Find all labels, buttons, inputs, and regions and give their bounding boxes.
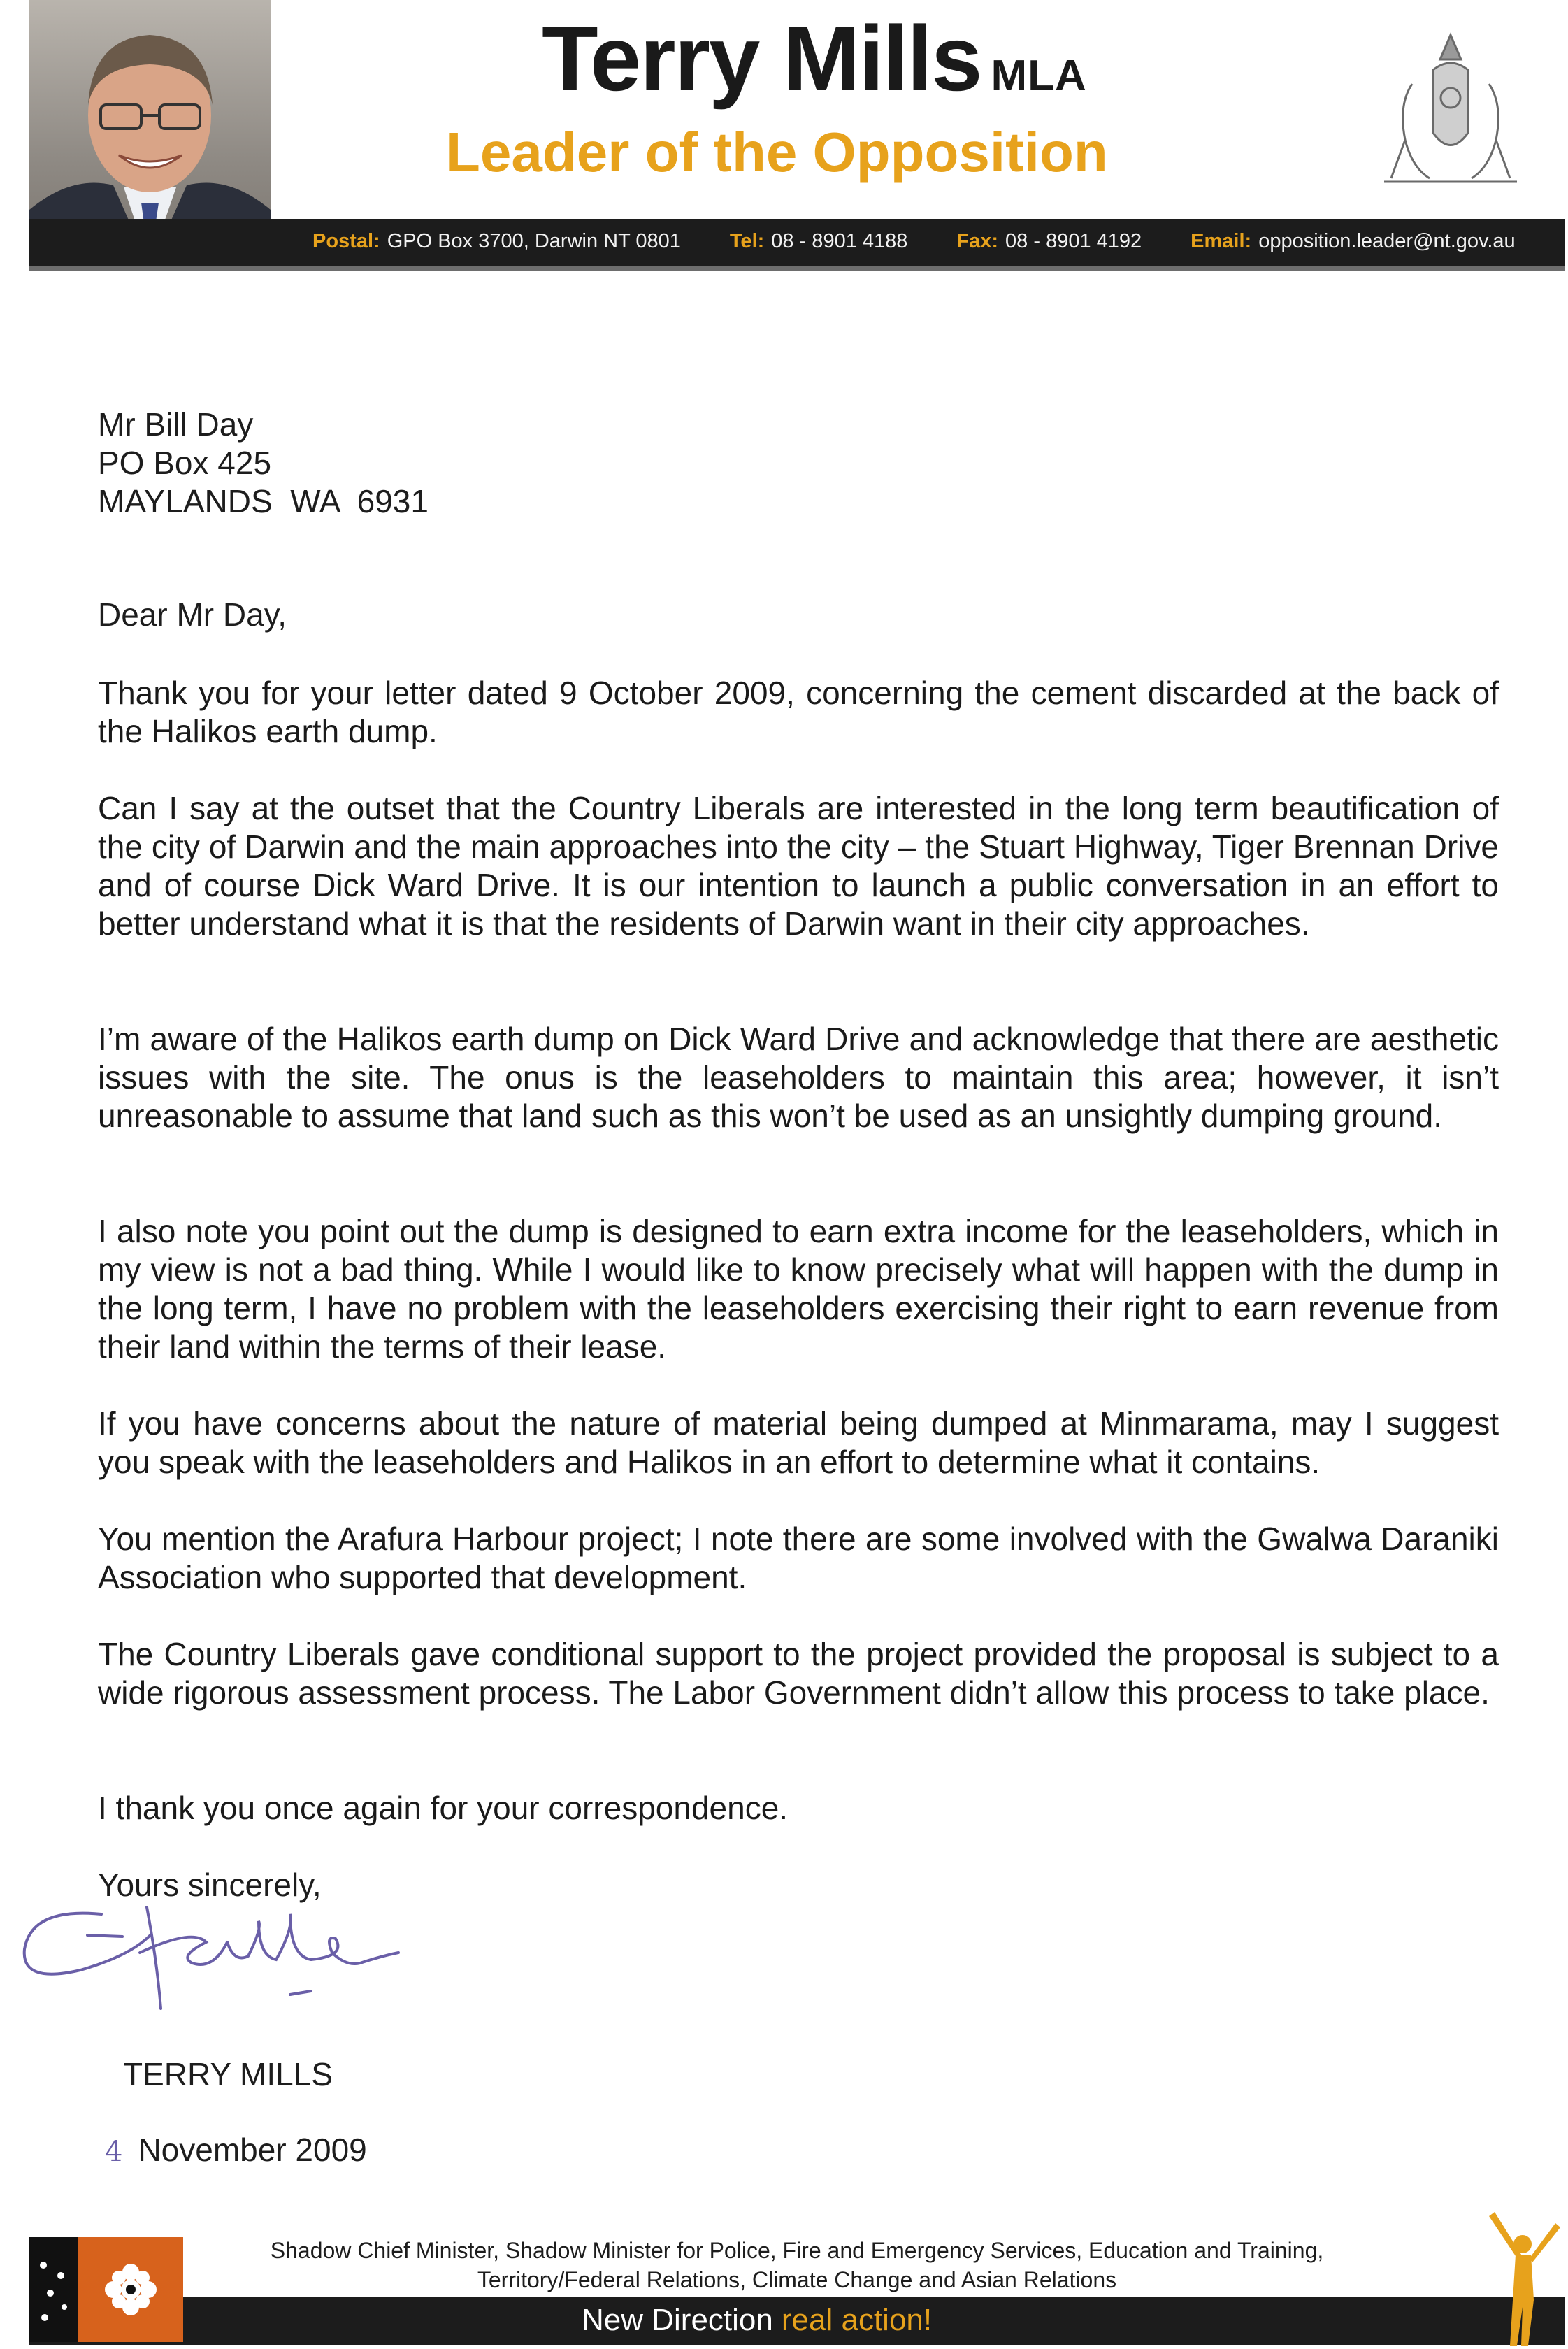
letter-date (105, 2131, 367, 2171)
letterhead-name: Terry Mills MLA (542, 7, 1087, 110)
address-line: Mr Bill Day (98, 406, 254, 443)
contact-bar (29, 219, 1565, 266)
body-paragraph: If you have concerns about the nature of material being dumped at Minmarama, may I suggest you speak with the leaseholders and Halikos in an effort to determine what it contains. (98, 1405, 1499, 1480)
body-paragraph: You mention the Arafura Harbour project; I note there are some involved with the Gwalwa Daraniki Association who supported that development. (98, 1521, 1499, 1595)
body-paragraph: I also note you point out the dump is designed to earn extra income for the leaseholders, which in my view is not a bad thing. While I would like to know precisely what will happen with the dump in the long term, I have no problem with the leaseholders exercising their right to earn revenue from their land within the terms of their lease. (98, 1213, 1499, 1365)
address-line: MAYLANDS WA 6931 (98, 483, 429, 519)
date-month-year: November 2009 (138, 2132, 367, 2168)
postal-contact: Postal: GPO Box 3700, Darwin NT 0801 (312, 230, 681, 252)
body-paragraph: The Country Liberals gave conditional support to the project provided the proposal is subject to a wide rigorous assessment process. The Labor Government didn’t allow this process to take place. (98, 1636, 1499, 1711)
letterhead-title: Leader of the Opposition (446, 121, 1108, 183)
body-paragraph: Thank you for your letter dated 9 October 2009, concerning the cement discarded at the back of the Halikos earth dump. (98, 675, 1499, 749)
fax-contact: Fax: 08 - 8901 4192 (956, 230, 1142, 252)
handwritten-signature (17, 1886, 409, 2026)
body-paragraph: Can I say at the outset that the Country Liberals are interested in the long term beautification of the city of Darwin and the main approaches into the city – the Stuart Highway, Tiger Brennan Drive and of course Dick Ward Drive. It is our intention to launch a public conversation in an effort to better understand what it is that the residents of Darwin want in their city approaches. (98, 790, 1499, 942)
email-contact[interactable]: Email: opposition.leader@nt.gov.au (1191, 230, 1516, 252)
body-paragraph: I thank you once again for your correspondence. (98, 1790, 789, 1826)
salutation: Dear Mr Day, (98, 596, 287, 633)
coat-of-arms-icon (1363, 28, 1538, 196)
recipient-address (98, 405, 429, 521)
footer-slogan: New Direction real action! (582, 2303, 933, 2337)
body-paragraph: I’m aware of the Halikos earth dump on Dick Ward Drive and acknowledge that there are aesthetic issues with the site. The onus is the leaseholders to maintain this area; however, it isn’t unreasonable to assume that land such as this won’t be used as an unsightly dumping ground. (98, 1021, 1499, 1134)
address-line: PO Box 425 (98, 445, 272, 481)
nt-flag-icon (29, 2237, 183, 2342)
tel-contact: Tel: 08 - 8901 4188 (729, 230, 908, 252)
closing: Yours sincerely, (98, 1867, 322, 1903)
signatory-name: TERRY MILLS (123, 2056, 333, 2092)
footer-roles: Shadow Chief Minister, Shadow Minister for Police, Fire and Emergency Services, Education and Training, Territory/Federal Relations, Climate Change and Asian Relations (270, 2238, 1324, 2292)
letterhead-suffix: MLA (991, 52, 1087, 100)
celebrating-figure-icon (1475, 2202, 1566, 2346)
footer-bar (29, 2297, 1565, 2345)
handwritten-day: 4 (105, 2136, 123, 2168)
